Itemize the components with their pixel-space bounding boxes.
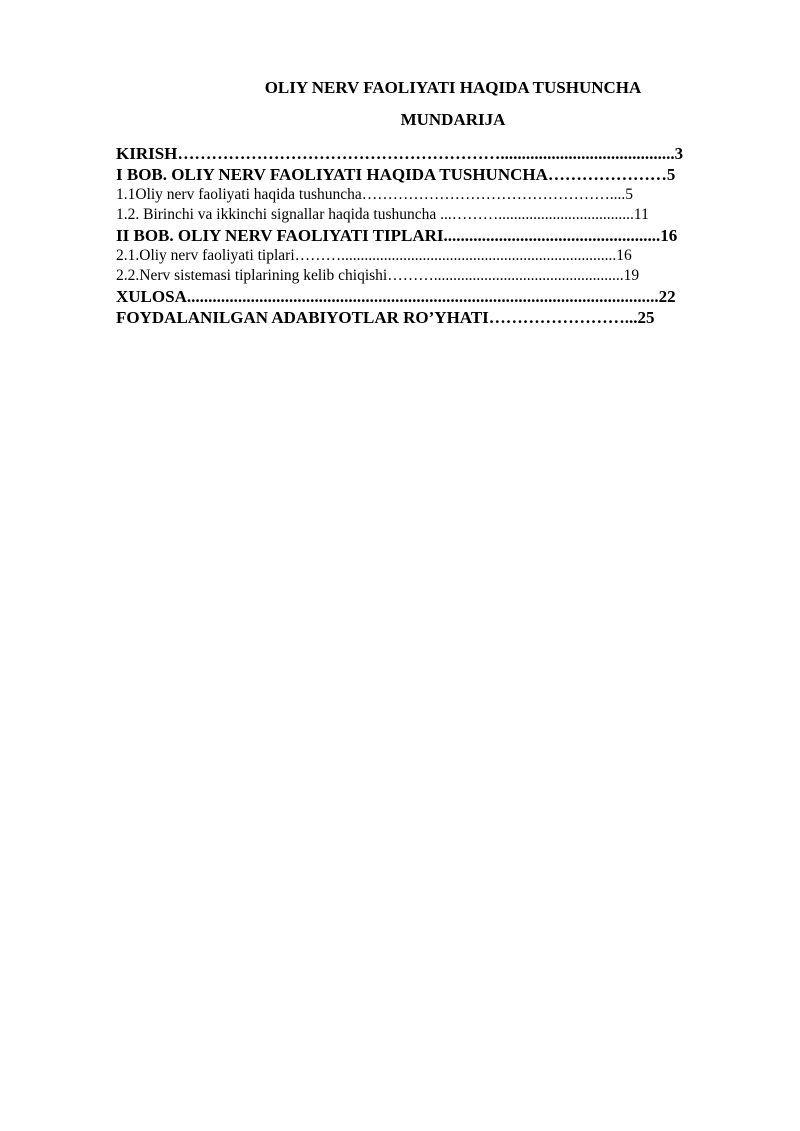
toc-entry-kirish: KIRISH………………………………………………….........................................3 [116,144,684,163]
toc-heading: MUNDARIJA [400,110,506,129]
toc-entry-section-1-1: 1.1Oliy nerv faoliyati haqida tushuncha…………………………………………....5 [116,186,634,203]
document-title: OLIY NERV FAOLIYATI HAQIDA TUSHUNCHA [264,78,642,97]
toc-entry-references: FOYDALANILGAN ADABIYOTLAR RO’YHATI……………………...25 [116,308,655,327]
toc-entry-section-1-2: 1.2. Birinchi va ikkinchi signallar haqida tushuncha ...………...................................11 [116,206,649,223]
toc-entry-section-2-1: 2.1.Oliy nerv faoliyati tiplari……….......................................................................16 [116,247,632,264]
toc-entry-chapter-1: I BOB. OLIY NERV FAOLIYATI HAQIDA TUSHUNCHA…………………5 [116,165,676,184]
toc-entry-section-2-2: 2.2.Nerv sistemasi tiplarining kelib chiqishi……….................................................19 [116,267,640,284]
toc-entry-chapter-2: II BOB. OLIY NERV FAOLIYATI TIPLARI...................................................16 [116,226,678,245]
toc-entry-xulosa: XULOSA...............................................................................................................22 [116,287,676,306]
table-of-contents [116,143,756,328]
